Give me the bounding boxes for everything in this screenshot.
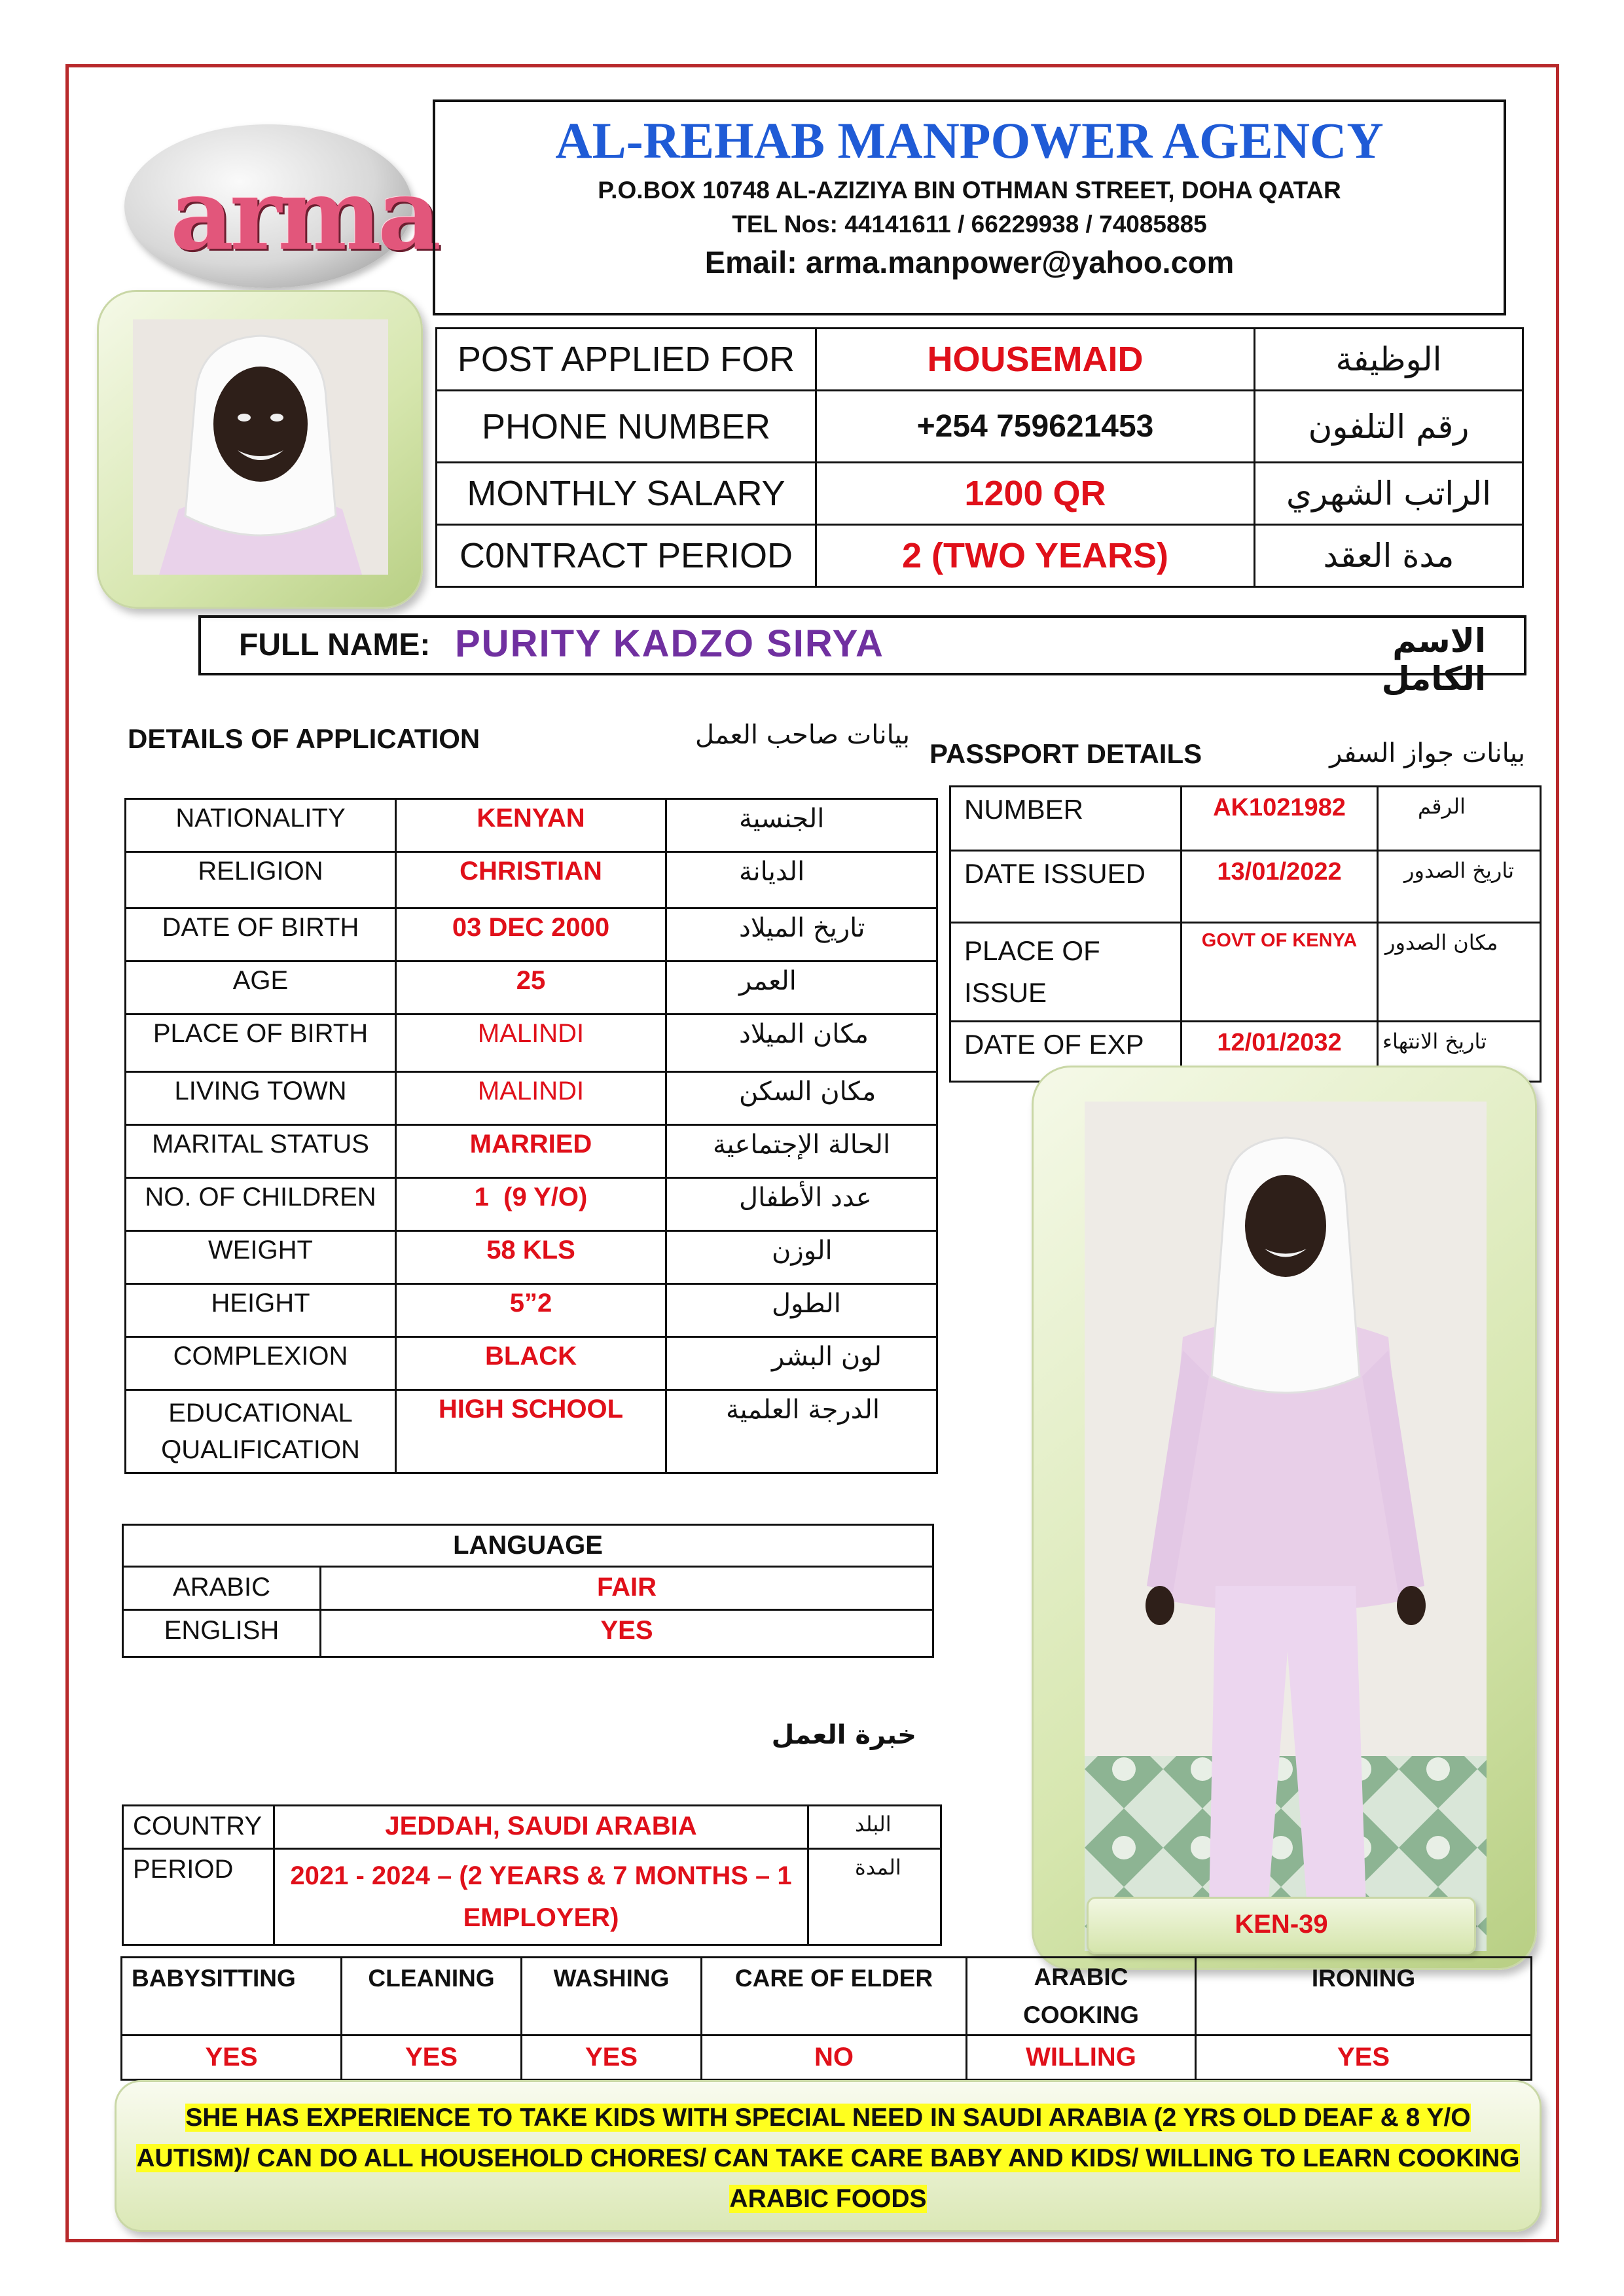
- table-row: [123, 1525, 933, 1567]
- country-label-ar: البلد: [808, 1806, 941, 1849]
- table-row: [126, 1178, 937, 1231]
- language-table: [122, 1524, 934, 1658]
- arabic-value: FAIR: [321, 1567, 933, 1610]
- table-row: [126, 799, 937, 852]
- agency-email: Email: arma.manpower@yahoo.com: [704, 245, 1235, 279]
- table-row: [126, 1014, 937, 1072]
- table-row: [126, 852, 937, 908]
- date-issued-value: 13/01/2022: [1182, 851, 1378, 923]
- table-row: [123, 1806, 941, 1849]
- full-body-photo: [1085, 1102, 1487, 1951]
- skill-value-ironing: YES: [1196, 2036, 1532, 2080]
- table-row: [123, 1610, 933, 1657]
- nationality-label-ar: الجنسية: [666, 799, 937, 852]
- logo-text: arma: [170, 157, 438, 272]
- contract-label-ar: مدة العقد: [1255, 525, 1523, 587]
- date-issued-label: DATE ISSUED: [950, 851, 1182, 923]
- complexion-label: COMPLEXION: [126, 1337, 396, 1390]
- work-experience-table: [122, 1804, 942, 1946]
- complexion-label-ar: لون البشر: [666, 1337, 937, 1390]
- period-label: PERIOD: [123, 1849, 274, 1945]
- skill-header-babysitting: BABYSITTING: [122, 1958, 342, 2036]
- full-name-value: PURITY KADZO SIRYA: [455, 622, 884, 665]
- table-row: [437, 525, 1523, 587]
- phone-value: +254 759621453: [816, 391, 1255, 463]
- full-name-label: FULL NAME:: [239, 628, 431, 662]
- marital-status-value: MARRIED: [396, 1125, 666, 1178]
- country-value: JEDDAH, SAUDI ARABIA: [274, 1806, 808, 1849]
- complexion-value: BLACK: [396, 1337, 666, 1390]
- weight-label-ar: الوزن: [666, 1231, 937, 1284]
- table-row: [437, 391, 1523, 463]
- table-row: [126, 1337, 937, 1390]
- agency-tel: TEL Nos: 44141611 / 66229938 / 74085885: [732, 211, 1207, 238]
- date-exp-label: DATE OF EXP: [950, 1022, 1182, 1082]
- agency-logo: [118, 118, 445, 308]
- height-label: HEIGHT: [126, 1284, 396, 1337]
- passport-number-label: NUMBER: [950, 787, 1182, 851]
- passport-number-value: AK1021982: [1182, 787, 1378, 851]
- full-body-photo-frame: [1032, 1066, 1537, 1970]
- table-row: [950, 851, 1541, 923]
- skill-header-care-of-elder: CARE OF ELDER: [702, 1958, 967, 2036]
- skill-header-cleaning: CLEANING: [342, 1958, 522, 2036]
- remarks-text: SHE HAS EXPERIENCE TO TAKE KIDS WITH SPECIAL NEED IN SAUDI ARABIA (2 YRS OLD DEAF & 8 Y/O AUTISM)/ CAN DO ALL HOUSEHOLD CHORES/ CAN TAKE CARE BABY AND KIDS/ WILLING TO LEARN COOKING ARABIC FOODS: [136, 2104, 1520, 2213]
- religion-label-ar: الديانة: [666, 852, 937, 908]
- english-value: YES: [321, 1610, 933, 1657]
- living-town-label-ar: مكان السكن: [666, 1072, 937, 1125]
- skill-value-arabic-cooking: WILLING: [967, 2036, 1196, 2080]
- portrait-photo: [133, 319, 388, 575]
- post-value: HOUSEMAID: [816, 329, 1255, 391]
- portrait-photo-frame: [97, 290, 423, 609]
- table-row: [126, 1284, 937, 1337]
- place-of-birth-label: PLACE OF BIRTH: [126, 1014, 396, 1072]
- religion-label: RELIGION: [126, 852, 396, 908]
- skill-header-arabic-cooking: ARABIC COOKING: [967, 1958, 1196, 2036]
- work-experience-title-ar: خبرة العمل: [771, 1720, 916, 1750]
- age-value: 25: [396, 961, 666, 1014]
- skill-header-ironing: IRONING: [1196, 1958, 1532, 2036]
- table-row: [123, 1849, 941, 1945]
- table-row: [126, 1231, 937, 1284]
- education-label-ar: الدرجة العلمية: [666, 1390, 937, 1473]
- skill-header-washing: WASHING: [522, 1958, 702, 2036]
- skill-value-care-of-elder: NO: [702, 2036, 967, 2080]
- date-exp-label-ar: تاريخ الانتهاء: [1378, 1022, 1541, 1082]
- age-label-ar: العمر: [666, 961, 937, 1014]
- nationality-label: NATIONALITY: [126, 799, 396, 852]
- passport-details-table: [949, 785, 1542, 1083]
- marital-status-label: MARITAL STATUS: [126, 1125, 396, 1178]
- skill-value-babysitting: YES: [122, 2036, 342, 2080]
- table-row: [122, 1958, 1532, 2036]
- full-name-label-ar: الاسم الكامل: [1381, 622, 1486, 698]
- weight-label: WEIGHT: [126, 1231, 396, 1284]
- phone-label-ar: رقم التلفون: [1255, 391, 1523, 463]
- contract-value: 2 (TWO YEARS): [816, 525, 1255, 587]
- place-of-issue-label: PLACE OF ISSUE: [950, 923, 1182, 1022]
- agency-address: P.O.BOX 10748 AL-AZIZIYA BIN OTHMAN STREET, DOHA QATAR: [598, 177, 1341, 204]
- table-row: [950, 787, 1541, 851]
- application-details-table: [124, 798, 938, 1474]
- education-label: EDUCATIONAL QUALIFICATION: [126, 1390, 396, 1473]
- living-town-label: LIVING TOWN: [126, 1072, 396, 1125]
- skill-value-washing: YES: [522, 2036, 702, 2080]
- period-value: 2021 - 2024 – (2 YEARS & 7 MONTHS – 1 EMPLOYER): [274, 1849, 808, 1945]
- table-row: [437, 329, 1523, 391]
- dob-label-ar: تاريخ الميلاد: [666, 908, 937, 961]
- salary-label: MONTHLY SALARY: [437, 463, 816, 525]
- children-label-ar: عدد الأطفال: [666, 1178, 937, 1231]
- living-town-value: MALINDI: [396, 1072, 666, 1125]
- height-value: 5”2: [396, 1284, 666, 1337]
- table-row: [126, 961, 937, 1014]
- nationality-value: KENYAN: [396, 799, 666, 852]
- position-info-table: [435, 327, 1524, 588]
- passport-title-ar: بيانات جواز السفر: [1329, 738, 1525, 768]
- table-row: [950, 923, 1541, 1022]
- place-of-issue-label-ar: مكان الصدور: [1378, 923, 1541, 1022]
- table-row: [122, 2036, 1532, 2080]
- table-row: [123, 1567, 933, 1610]
- place-of-birth-value: MALINDI: [396, 1014, 666, 1072]
- salary-value: 1200 QR: [816, 463, 1255, 525]
- ref-code: KEN-39: [1235, 1910, 1328, 1939]
- weight-value: 58 KLS: [396, 1231, 666, 1284]
- table-row: [126, 1390, 937, 1473]
- place-of-birth-label-ar: مكان الميلاد: [666, 1014, 937, 1072]
- table-row: [126, 908, 937, 961]
- age-label: AGE: [126, 961, 396, 1014]
- skill-value-cleaning: YES: [342, 2036, 522, 2080]
- salary-label-ar: الراتب الشهري: [1255, 463, 1523, 525]
- english-label: ENGLISH: [123, 1610, 321, 1657]
- phone-label: PHONE NUMBER: [437, 391, 816, 463]
- height-label-ar: الطول: [666, 1284, 937, 1337]
- passport-number-label-ar: الرقم: [1378, 787, 1541, 851]
- date-issued-label-ar: تاريخ الصدور: [1378, 851, 1541, 923]
- agency-name: AL-REHAB MANPOWER AGENCY: [555, 112, 1384, 169]
- education-value: HIGH SCHOOL: [396, 1390, 666, 1473]
- children-value: 1 (9 Y/O): [396, 1178, 666, 1231]
- country-label: COUNTRY: [123, 1806, 274, 1849]
- dob-label: DATE OF BIRTH: [126, 908, 396, 961]
- period-label-ar: المدة: [808, 1849, 941, 1945]
- date-exp-value: 12/01/2032: [1182, 1022, 1378, 1082]
- table-row: [126, 1072, 937, 1125]
- remarks: [131, 2098, 1525, 2219]
- passport-title: PASSPORT DETAILS: [929, 738, 1202, 769]
- children-label: NO. OF CHILDREN: [126, 1178, 396, 1231]
- table-row: [126, 1125, 937, 1178]
- skills-table: [120, 1956, 1532, 2081]
- place-of-issue-value: GOVT OF KENYA: [1182, 923, 1378, 1022]
- arabic-label: ARABIC: [123, 1567, 321, 1610]
- post-label-ar: الوظيفة: [1255, 329, 1523, 391]
- details-title: DETAILS OF APPLICATION: [128, 723, 480, 754]
- marital-status-label-ar: الحالة الإجتماعية: [666, 1125, 937, 1178]
- details-title-ar: بيانات صاحب العمل: [695, 720, 910, 750]
- table-row: [437, 463, 1523, 525]
- language-title: LANGUAGE: [123, 1525, 933, 1567]
- religion-value: CHRISTIAN: [396, 852, 666, 908]
- post-label: POST APPLIED FOR: [437, 329, 816, 391]
- dob-value: 03 DEC 2000: [396, 908, 666, 961]
- contract-label: C0NTRACT PERIOD: [437, 525, 816, 587]
